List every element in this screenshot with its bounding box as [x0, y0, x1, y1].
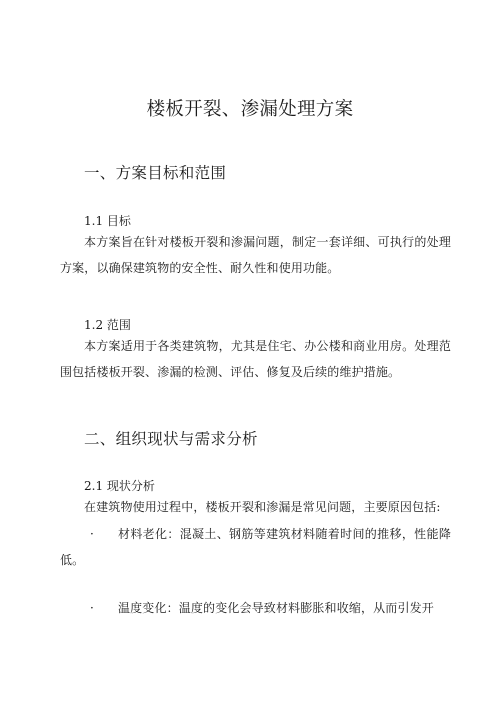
bullet-text: 材料老化：混凝土、钢筋等建筑材料随着时间的推移，性能降低。	[60, 527, 451, 567]
bullet-text: 温度变化：温度的变化会导致材料膨胀和收缩，从而引发开	[118, 601, 434, 615]
bullet-marker: ·	[90, 527, 94, 541]
subsection-heading-2-1: 2.1 现状分析	[84, 479, 155, 493]
bullet-item	[60, 522, 451, 573]
paragraph-2-1: 在建筑物使用过程中，楼板开裂和渗漏是常见问题，主要原因包括:	[84, 500, 441, 514]
section-heading-2: 二、组织现状与需求分析	[84, 430, 258, 448]
paragraph-1-2: 本方案适用于各类建筑物，尤其是住宅、办公楼和商业用房。处理范围包括楼板开裂、渗漏的检测、评估、修复及后续的维护措施。	[60, 339, 451, 379]
paragraph-1-1: 本方案旨在针对楼板开裂和渗漏问题，制定一套详细、可执行的处理方案，以确保建筑物的安全性、耐久性和使用功能。	[60, 235, 451, 275]
bullet-marker: ·	[90, 601, 94, 615]
subsection-heading-1-1: 1.1 目标	[84, 214, 131, 228]
document-title: 楼板开裂、渗漏处理方案	[146, 99, 354, 120]
subsection-heading-1-2: 1.2 范围	[84, 318, 131, 332]
bullet-item	[60, 596, 451, 622]
section-heading-1: 一、方案目标和范围	[84, 164, 227, 182]
